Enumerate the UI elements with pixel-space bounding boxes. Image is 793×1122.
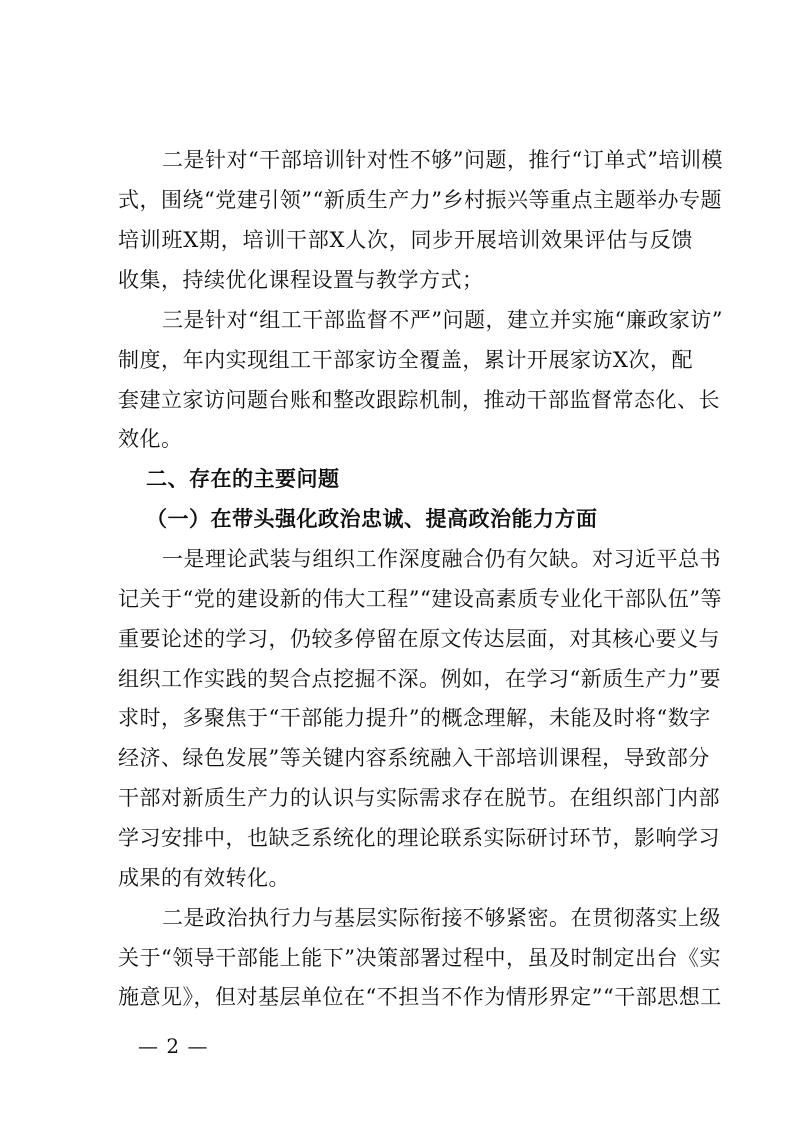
- paragraph-line: 经济、绿色发展”等关键内容系统融入干部培训课程，导致部分: [118, 746, 710, 770]
- paragraph-line: 学习安排中，也缺乏系统化的理论联系实际研讨环节，影响学习: [118, 826, 720, 850]
- paragraph-line: 套建立家访问题台账和整改跟踪机制，推动干部监督常态化、长: [118, 388, 720, 412]
- paragraph-line: 效化。: [118, 427, 183, 451]
- paragraph-line: 培训班X期，培训干部X人次，同步开展培训效果评估与反馈: [118, 228, 693, 252]
- paragraph-line: 施意见》，但对基层单位在“不担当不作为情形界定”“干部思想工: [118, 985, 722, 1009]
- paragraph-line: 式，围绕“党建引领”“新质生产力”乡村振兴等重点主题举办专题: [118, 188, 722, 212]
- paragraph-line: 一是理论武装与组织工作深度融合仍有欠缺。对习近平总书: [162, 547, 721, 571]
- paragraph-line: 组织工作实践的契合点挖掘不深。例如，在学习“新质生产力”要: [118, 667, 721, 691]
- paragraph-line: 二是政治执行力与基层实际衔接不够紧密。在贯彻落实上级: [162, 906, 721, 930]
- paragraph-line: 关于“领导干部能上能下”决策部署过程中，虽及时制定出台《实: [118, 946, 721, 970]
- subsection-heading: （一）在带头强化政治忠诚、提高政治能力方面: [146, 506, 598, 531]
- paragraph-line: 求时，多聚焦于“干部能力提升”的概念理解，未能及时将“数字: [118, 706, 711, 730]
- paragraph-line: 制度，年内实现组工干部家访全覆盖，累计开展家访X次，配: [118, 348, 693, 372]
- paragraph-line: 二是针对“干部培训针对性不够”问题，推行“订单式”培训模: [162, 148, 723, 172]
- paragraph-line: 三是针对“组工干部监督不严”问题，建立并实施“廉政家访”: [162, 308, 723, 332]
- paragraph-line: 记关于“党的建设新的伟大工程”“建设高素质专业化干部队伍”等: [118, 587, 722, 611]
- paragraph-line: 成果的有效转化。: [118, 866, 290, 890]
- section-heading: 二、存在的主要问题: [146, 467, 340, 491]
- paragraph-line: 干部对新质生产力的认识与实际需求存在脱节。在组织部门内部: [118, 786, 720, 810]
- paragraph-line: 重要论述的学习，仍较多停留在原文传达层面，对其核心要义与: [118, 627, 720, 651]
- page-number: — 2 —: [138, 1034, 209, 1058]
- paragraph-line: 收集，持续优化课程设置与教学方式；: [118, 268, 484, 292]
